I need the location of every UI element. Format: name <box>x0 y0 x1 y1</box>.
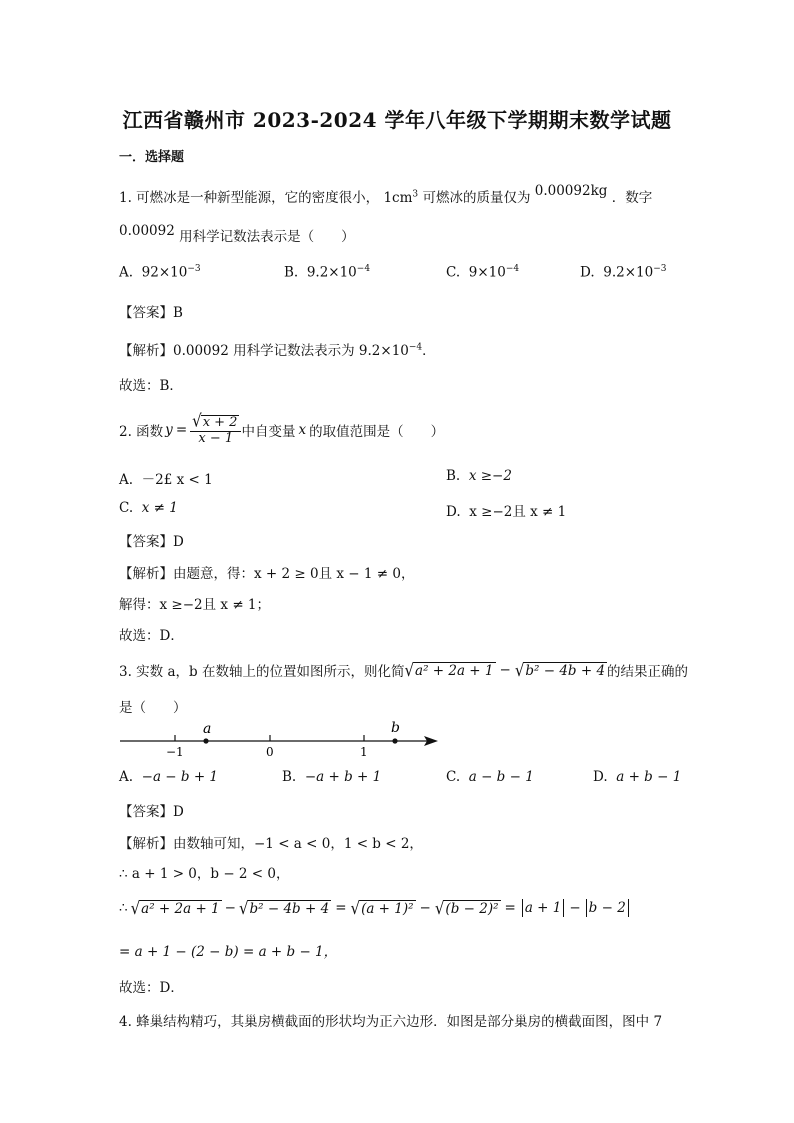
q3-analysis-minus-3: − <box>569 900 581 916</box>
q2-analysis <box>119 562 414 582</box>
answer-value: D <box>173 804 184 820</box>
option-text: a − b − 1 <box>468 769 534 785</box>
q2-eq: = <box>175 422 188 438</box>
q3-text-b: 的结果正确的 <box>607 664 689 680</box>
q1-line1 <box>119 183 653 206</box>
point-a-dot <box>203 738 208 743</box>
point-b-dot <box>392 738 397 743</box>
option-base: 92×10 <box>141 264 188 281</box>
analysis-label: 【解析】 <box>119 836 173 852</box>
q2-numerator: √x + 2 <box>190 413 241 432</box>
q1-question: 用科学记数法表示是（ ） <box>179 229 355 245</box>
analysis-label: 【解析】 <box>119 566 173 582</box>
option-exp: −3 <box>187 264 201 274</box>
tick-label-zero: 0 <box>266 745 274 759</box>
answer-label: 【答案】 <box>119 305 173 321</box>
q1-unit: 1cm <box>383 190 413 206</box>
q3-minus: − <box>499 662 511 678</box>
q1-option-a[interactable] <box>119 264 201 281</box>
option-exp: −4 <box>505 264 520 274</box>
q3-analysis-radical-1: a² + 2a + 1 <box>141 900 220 917</box>
option-label: D. <box>593 769 608 785</box>
analysis-text: 由数轴可知，−1 < a < 0，1 < b < 2， <box>173 836 423 852</box>
equals-sign-2: = <box>504 900 516 916</box>
option-text: x ≥−2且 x ≠ 1 <box>469 504 567 520</box>
equals-sign: = <box>335 900 347 916</box>
q4-line1: 4. 蜂巢结构精巧，其巢房横截面的形状均为正六边形．如图是部分巢房的横截面图，图中 7 <box>119 1014 663 1030</box>
option-exp: −3 <box>653 264 667 274</box>
q3-option-c[interactable] <box>446 769 534 785</box>
q3-analysis-2: ∴ a + 1 > 0，b − 2 < 0， <box>119 866 290 882</box>
q3-line1: 3. 实数 a，b 在数轴上的位置如图所示，则化简 √ a² + 2a + 1 − √ b² − 4b + 4 的结果正确的 <box>119 659 689 681</box>
q1-text: 1. 可燃冰是一种新型能源，它的密度很小， <box>119 190 380 206</box>
option-base: 9.2×10 <box>603 264 654 281</box>
section-heading: 一．选择题 <box>119 150 185 165</box>
tick-label-one: 1 <box>360 745 368 759</box>
q2-option-d[interactable] <box>446 500 566 520</box>
option-label: C. <box>446 264 461 281</box>
point-a-label: a <box>203 721 212 737</box>
page-title: 江西省赣州市 2023-2024 学年八年级下学期期末数学试题 <box>122 108 672 132</box>
option-label: C. <box>119 500 134 516</box>
q3-radical-1: a² + 2a + 1 <box>415 662 494 679</box>
abs-value-2: b − 2 <box>588 900 626 916</box>
option-label: A. <box>119 264 134 281</box>
q3-analysis-4: = a + 1 − (2 − b) = a + b − 1， <box>119 944 338 960</box>
answer-label: 【答案】 <box>119 534 173 550</box>
q1-line2 <box>119 225 355 245</box>
q1-answer <box>119 301 183 321</box>
q2-solution: 解得：x ≥−2且 x ≠ 1； <box>119 597 271 613</box>
option-base: 9×10 <box>468 264 506 281</box>
option-label: B. <box>282 769 297 785</box>
q3-analysis-radical-2: b² − 4b + 4 <box>249 900 330 917</box>
q3-option-a[interactable] <box>119 769 218 785</box>
option-text: −a + b + 1 <box>304 769 382 785</box>
answer-value: D <box>173 534 184 550</box>
analysis-label: 【解析】 <box>119 343 173 359</box>
q3-option-b[interactable] <box>282 769 381 785</box>
answer-label: 【答案】 <box>119 804 173 820</box>
q1-number: 0.00092 <box>119 223 175 239</box>
q2-y: y <box>165 422 173 438</box>
q2-option-a[interactable] <box>119 468 213 488</box>
q2-option-c[interactable] <box>119 500 178 516</box>
q3-analysis-minus: − <box>224 900 236 916</box>
option-text: a + b − 1 <box>616 769 682 785</box>
q1-option-c[interactable] <box>446 264 519 281</box>
therefore-symbol: ∴ <box>119 900 128 916</box>
q3-conclusion: 故选：D． <box>119 980 184 996</box>
q2-answer <box>119 530 184 550</box>
abs-bar <box>563 899 564 917</box>
q1-analysis <box>119 339 436 359</box>
q3-analysis-3: ∴ √ a² + 2a + 1 − √ b² − 4b + 4 = √ (a + 1)² − √ (b − 2)² = a + 1 − b − 2 <box>119 894 631 922</box>
analysis-end: ． <box>422 343 436 359</box>
q1-text-c: ．数字 <box>611 190 653 206</box>
option-label: A. <box>119 472 134 488</box>
q2-denominator: x − 1 <box>198 431 234 446</box>
point-b-label: b <box>391 720 400 736</box>
q3-line2: 是（ ） <box>119 700 187 716</box>
option-text: x ≠ 1 <box>141 500 178 516</box>
option-label: D. <box>580 264 595 281</box>
q3-radical-2: b² − 4b + 4 <box>525 662 606 679</box>
option-label: D. <box>446 504 461 520</box>
q2-conclusion: 故选：D． <box>119 628 184 644</box>
number-line-figure <box>114 718 444 760</box>
q2-text: 2. 函数 <box>119 424 164 440</box>
option-base: 9.2×10 <box>306 264 357 281</box>
tick-label-minus-one: −1 <box>166 745 184 759</box>
q3-analysis <box>119 832 423 852</box>
option-text: －2£ x < 1 <box>141 472 213 488</box>
option-label: C. <box>446 769 461 785</box>
abs-bar <box>628 899 629 917</box>
q3-analysis-radical-4: (b − 2)² <box>445 900 499 917</box>
option-text: x ≥−2 <box>468 468 512 484</box>
q2-text-b: 中自变量 <box>241 424 296 440</box>
q3-analysis-minus-2: − <box>419 900 431 916</box>
abs-bar <box>522 899 523 917</box>
q1-conclusion: 故选：B． <box>119 378 183 394</box>
abs-bar <box>586 899 587 917</box>
q1-unit-exp: 3 <box>412 189 419 200</box>
option-exp: −4 <box>356 264 371 274</box>
option-label: B. <box>284 264 299 281</box>
q3-option-d[interactable] <box>593 769 681 785</box>
q2-x: x <box>298 422 307 438</box>
answer-value: B <box>173 305 183 321</box>
q2-line1 <box>119 408 444 452</box>
option-label: A. <box>119 769 134 785</box>
option-text: −a − b + 1 <box>141 769 219 785</box>
q3-text: 3. 实数 a，b 在数轴上的位置如图所示，则化简 <box>119 664 405 680</box>
q1-mass: 0.00092kg <box>534 183 608 199</box>
q2-fraction <box>190 410 241 447</box>
q3-analysis-radical-3: (a + 1)² <box>361 900 414 917</box>
analysis-text: 由题意，得：x + 2 ≥ 0且 x − 1 ≠ 0， <box>173 566 415 582</box>
q1-option-d[interactable] <box>580 264 666 281</box>
q2-radicand: x + 2 <box>202 415 238 431</box>
q2-option-b[interactable] <box>446 468 512 484</box>
abs-value-1: a + 1 <box>524 900 562 916</box>
option-label: B. <box>446 468 461 484</box>
q1-option-b[interactable] <box>284 264 370 281</box>
q1-text-b: 可燃冰的质量仅为 <box>422 190 531 206</box>
analysis-text: 0.00092 用科学记数法表示为 9.2×10 <box>173 343 409 359</box>
analysis-exp: −4 <box>408 342 423 353</box>
q2-question: 的取值范围是（ ） <box>309 424 445 440</box>
q3-answer <box>119 800 184 820</box>
